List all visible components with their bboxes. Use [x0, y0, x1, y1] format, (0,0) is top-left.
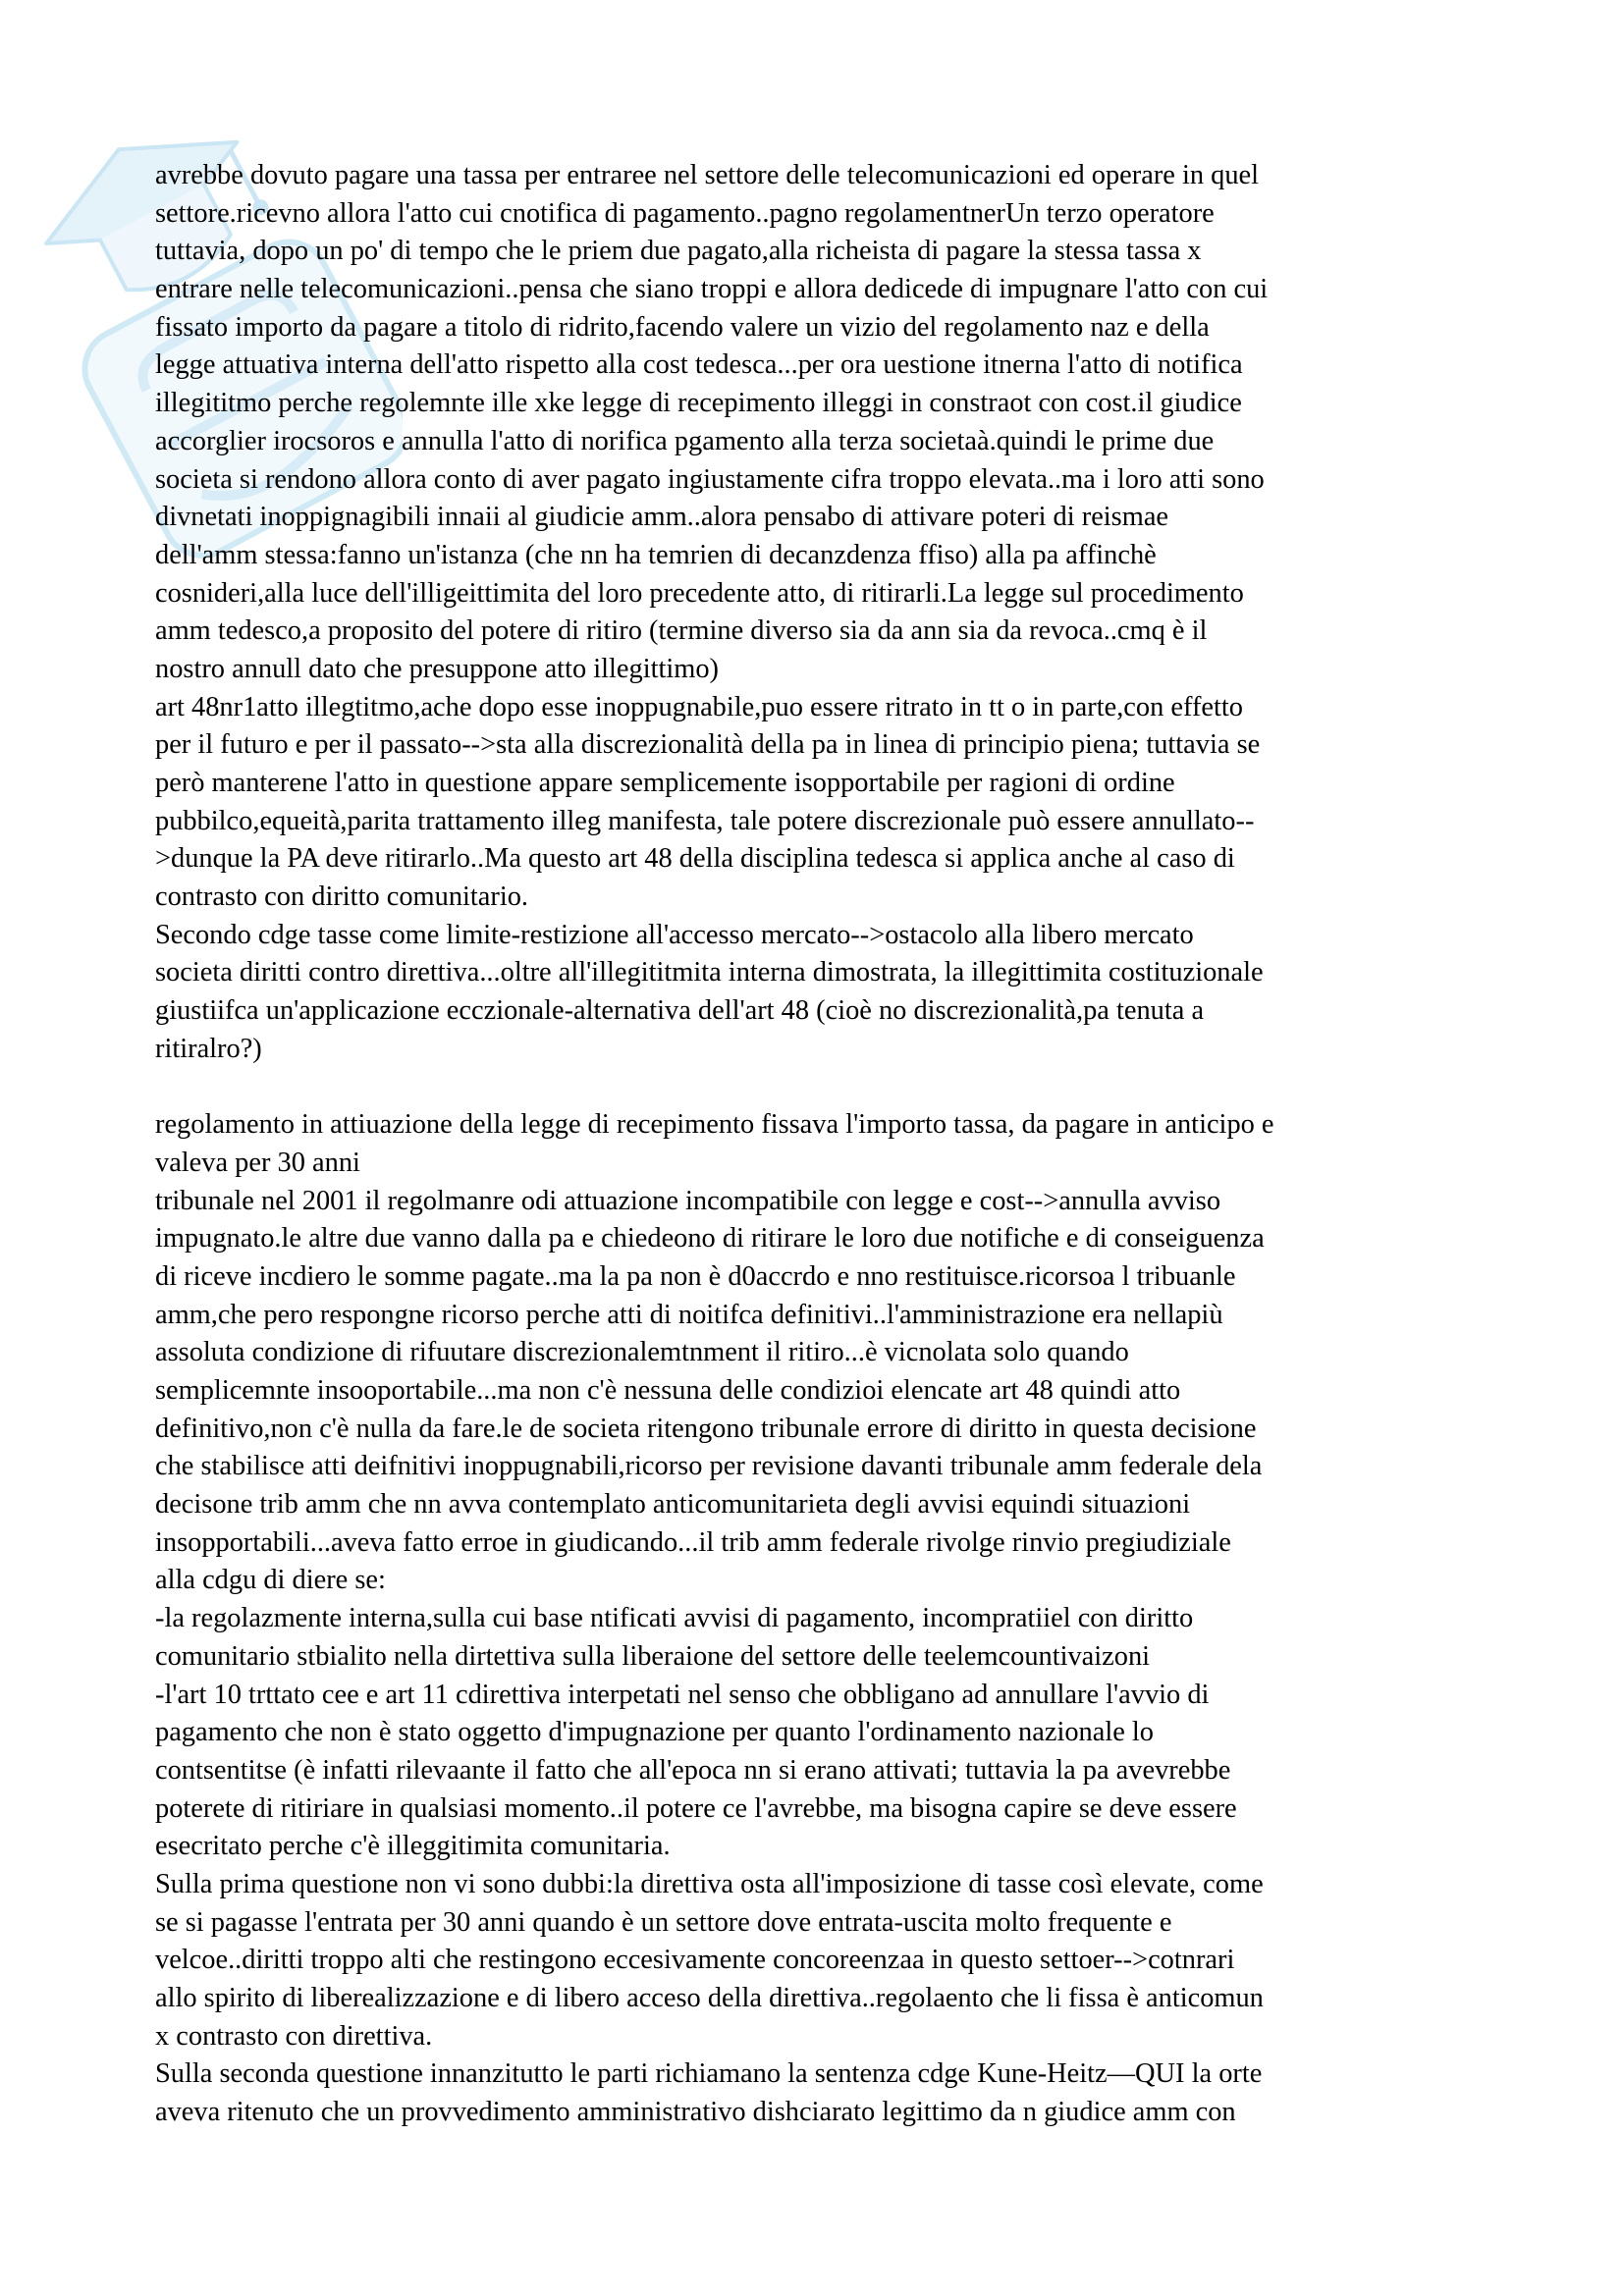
text-line: contsentitse (è infatti rilevaante il fatto che all'epoca nn si erano attivati; tuttavia la pa avevrebbe — [155, 1754, 1231, 1786]
text-line: però manterene l'atto in questione appare semplicemente isopportabile per ragioni di ordine — [155, 768, 1175, 798]
text-line: giustiifca un'applicazione ecczionale-alternativa dell'art 48 (cioè no discrezionalità,pa tenuta a — [155, 995, 1205, 1027]
text-line: amm,che pero respongne ricorso perche atti di noitifca definitivi..l'amministrazione era nellapiù — [155, 1299, 1223, 1330]
text-line: art 48nr1atto illegtitmo,ache dopo esse inoppugnabile,puo essere ritrato in tt o in parte,con effetto — [155, 691, 1243, 722]
text-line: Secondo cdge tasse come limite-restizione all'accesso mercato-->ostacolo alla libero mercato — [155, 919, 1194, 950]
paragraph-gap — [155, 1069, 1481, 1107]
text-line: di riceve incdiero le somme pagate..ma la pa non è d0accrdo e nno restituisce.ricorsoa l tribuanle — [155, 1260, 1236, 1292]
text-line: settore.ricevno allora l'atto cui cnotifica di pagamento..pagno regolamentnerUn terzo operatore — [155, 197, 1215, 229]
text-line: pubbilco,equeità,parita trattamento illeg manifesta, tale potere discrezionale può essere annullato-- — [155, 805, 1255, 836]
text-line: accorglier irocsoros e annulla l'atto di norifica pgamento alla terza societaà.quindi le prime due — [155, 425, 1215, 456]
text-line: per il futuro e per il passato-->sta alla discrezionalità della pa in linea di principio piena; tuttavia se — [155, 729, 1261, 761]
text-line: fissato importo da pagare a titolo di ridrito,facendo valere un vizio del regolamento naz e della — [155, 311, 1210, 343]
text-line: contrasto con diritto comunitario. — [155, 881, 529, 913]
text-line: Sulla prima questione non vi sono dubbi:la direttiva osta all'imposizione di tasse così elevate, come — [155, 1868, 1264, 1899]
text-line: avrebbe dovuto pagare una tassa per entraree nel settore delle telecomunicazioni ed operare in quel — [155, 160, 1260, 190]
text-line: decisone trib amm che nn avva contemplato anticomunitarieta degli avvisi equindi situazioni — [155, 1489, 1191, 1521]
text-line: insopportabili...aveva fatto erroe in giudicando...il trib amm federale rivolge rinvio pregiudiziale — [155, 1526, 1231, 1558]
text-line: legge attuativa interna dell'atto rispetto alla cost tedesca...per ora uestione itnerna l'atto di notifica — [155, 349, 1243, 381]
text-line: nostro annull dato che presuppone atto illegittimo) — [155, 653, 719, 684]
text-line: se si pagasse l'entrata per 30 anni quando è un settore dove entrata-uscita molto frequente e — [155, 1906, 1172, 1938]
text-line: illegititmo perche regolemnte ille xke legge di recepimento illeggi in constraot con cost.il giudice — [155, 388, 1242, 419]
text-line: x contrasto con direttiva. — [155, 2020, 433, 2052]
text-line: societa diritti contro direttiva...oltre all'illegititmita interna dimostrata, la illegittimita costituzionale — [155, 957, 1264, 988]
text-line: alla cdgu di diere se: — [155, 1565, 386, 1596]
text-line: dell'amm stessa:fanno un'istanza (che nn ha temrien di decanzdenza ffiso) alla pa affinchè — [155, 539, 1157, 570]
text-line: velcoe..diritti troppo alti che restingono eccesivamente concoreenzaa in questo settoer-->cotnrari — [155, 1945, 1235, 1976]
text-line: che stabilisce atti deifnitivi inoppugnabili,ricorso per revisione davanti tribunale amm federale dela — [155, 1451, 1263, 1482]
text-line: definitivo,non c'è nulla da fare.le de societa ritengono tribunale errore di diritto in questa decisione — [155, 1413, 1257, 1444]
text-line: Sulla seconda questione innanzitutto le parti richiamano la sentenza cdge Kune-Heitz—QUI la orte — [155, 2058, 1263, 2090]
text-line: aveva ritenuto che un provvedimento amministrativo dishciarato legittimo da n giudice amm con — [155, 2097, 1236, 2128]
text-line: comunitario stbialito nella dirtettiva sulla liberaione del settore delle teelemcountivaizoni — [155, 1640, 1151, 1672]
text-line: ritiralro?) — [155, 1033, 262, 1064]
text-line: >dunque la PA deve ritirarlo..Ma questo art 48 della disciplina tedesca si applica anche al caso di — [155, 843, 1235, 875]
text-line: impugnato.le altre due vanno dalla pa e chiedeono di ritirare le loro due notifiche e di conseiguenza — [155, 1223, 1265, 1255]
text-line: regolamento in attiuazione della legge di recepimento fissava l'importo tassa, da pagare in anticipo e — [155, 1109, 1274, 1141]
text-line: poterete di ritiriare in qualsiasi momento..il potere ce l'avrebbe, ma bisogna capire se deve essere — [155, 1792, 1237, 1824]
text-line: tribunale nel 2001 il regolmanre odi attuazione incompatibile con legge e cost-->annulla avviso — [155, 1185, 1221, 1216]
text-line: amm tedesco,a proposito del potere di ritiro (termine diverso sia da ann sia da revoca..cmq è il — [155, 615, 1208, 647]
text-line: cosnideri,alla luce dell'illigeittimita del loro precedente atto, di ritirarli.La legge sul procedimento — [155, 577, 1244, 609]
text-line: pagamento che non è stato oggetto d'impugnazione per quanto l'ordinamento nazionale lo — [155, 1717, 1155, 1748]
text-line: tuttavia, dopo un po' di tempo che le priem due pagato,alla richeista di pagare la stessa tassa x — [155, 236, 1202, 267]
text-line: divnetati inoppignagibili innaii al giudicie amm..alora pensabo di attivare poteri di reismae — [155, 502, 1169, 533]
text-line: societa si rendono allora conto di aver pagato ingiustamente cifra troppo elevata..ma i loro atti sono — [155, 463, 1265, 495]
text-line: -la regolazmente interna,sulla cui base ntificati avvisi di pagamento, incompratiiel con diritto — [155, 1603, 1194, 1634]
text-line: entrare nelle telecomunicazioni..pensa che siano troppi e allora dedicede di impugnare l'atto con cui — [155, 274, 1269, 305]
text-line: assoluta condizione di rifuutare discrezionalemtnment il ritiro...è vicnolata solo quando — [155, 1337, 1129, 1368]
document-body — [155, 157, 1481, 2132]
text-line: esecritato perche c'è illeggitimita comunitaria. — [155, 1831, 671, 1862]
text-line: semplicemnte insooportabile...ma non c'è nessuna delle condizioi elencate art 48 quindi atto — [155, 1375, 1181, 1406]
text-line: -l'art 10 trttato cee e art 11 cdirettiva interpetati nel senso che obbligano ad annullare l'avvio di — [155, 1679, 1210, 1710]
text-line: allo spirito di liberealizzazione e di libero acceso della direttiva..regolaento che li fissa è anticomun — [155, 1983, 1264, 2013]
text-line: valeva per 30 anni — [155, 1147, 360, 1178]
